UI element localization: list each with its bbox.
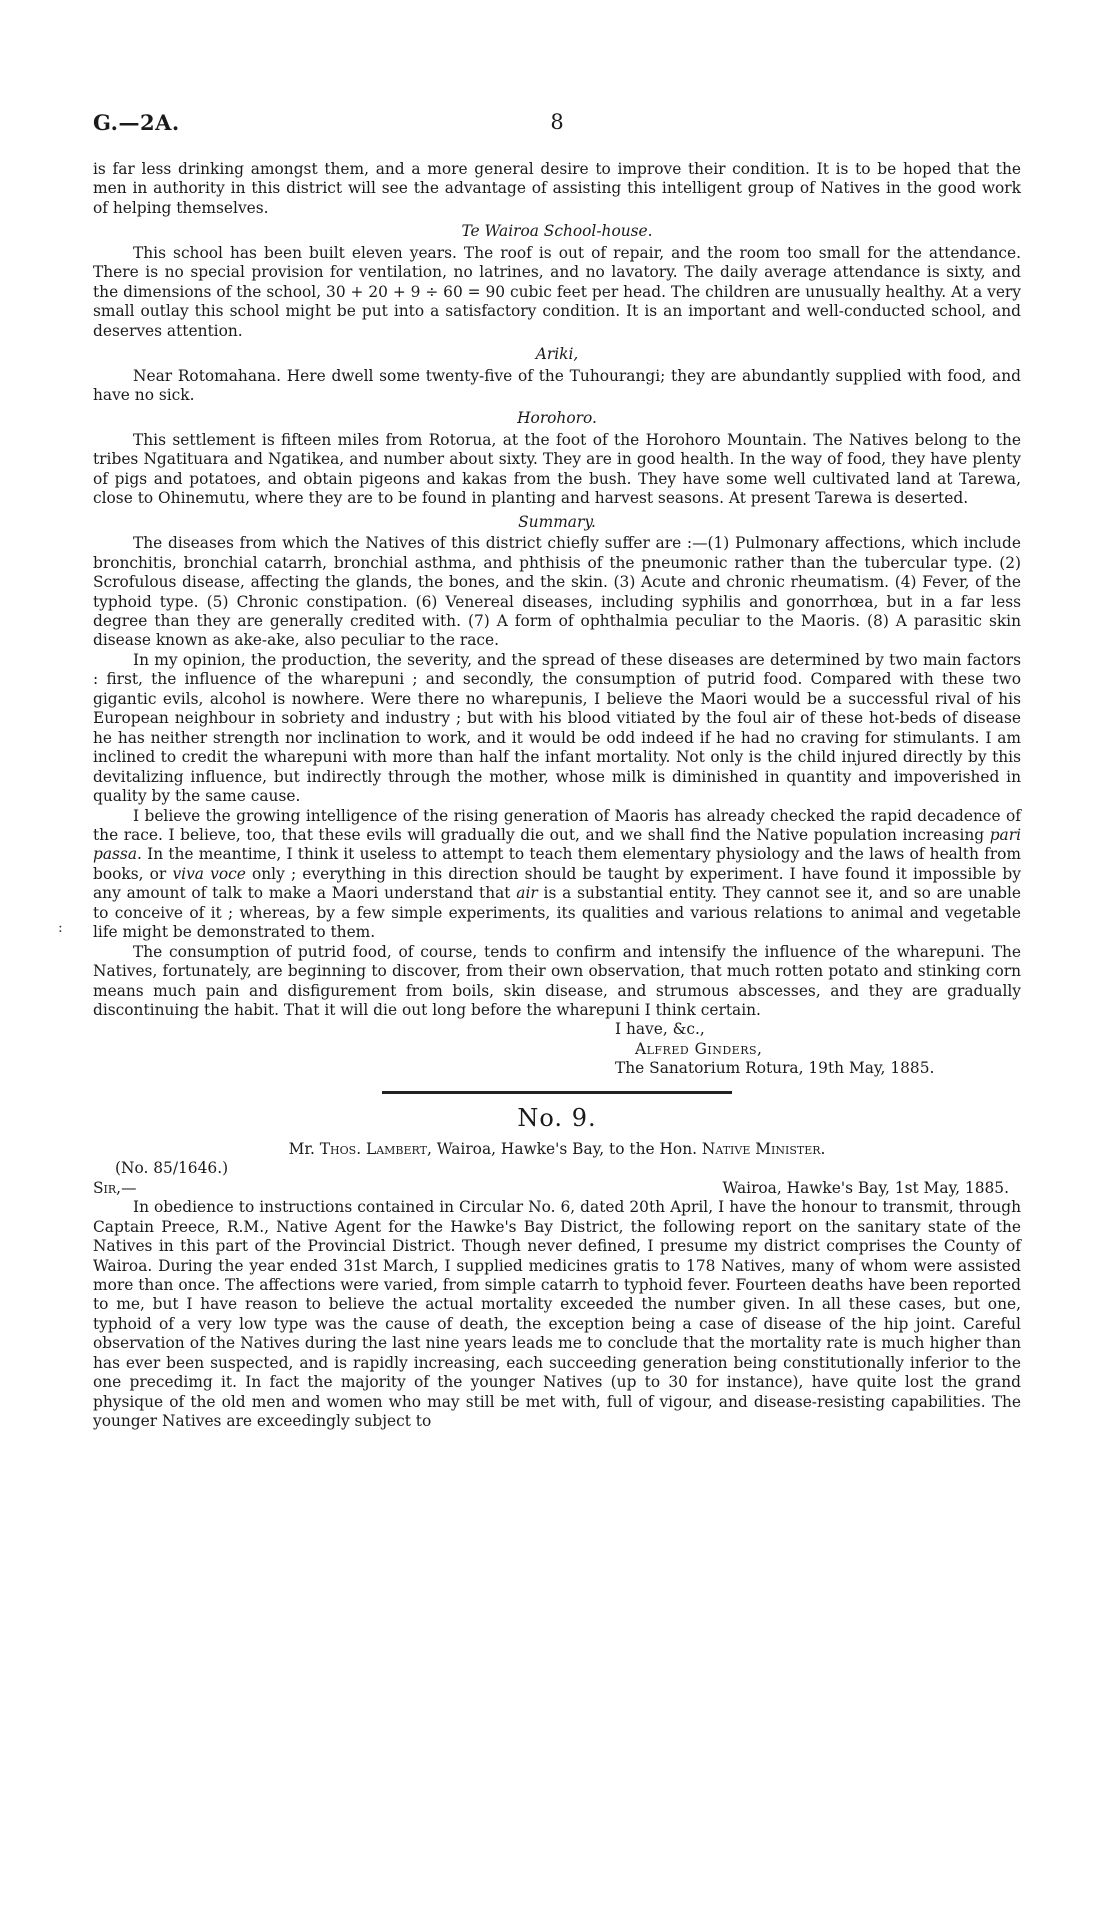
summary-paragraph-4: The consumption of putrid food, of course, tends to confirm and intensify the influence of the wharepuni. The Natives, fortunately, are beginning to discover, from their own observation, that much rotten potato and stinking corn means much pain and disfigurement from boils, skin disease, and strumous abscesses, and they are gradually discontinuing the habit. That it will die out long before the wharepuni I think certain.	[93, 942, 1021, 1020]
section-heading-school: Te Wairoa School-house.	[461, 222, 653, 241]
section-heading-summary: Summary.	[518, 512, 596, 531]
page-number: 8	[550, 110, 564, 134]
letter-reference: (No. 85/1646.)	[115, 1159, 229, 1178]
letter-number: No. 9.	[517, 1103, 597, 1132]
page-header	[93, 110, 1021, 142]
sender-name: Thos. Lambert,	[319, 1139, 432, 1158]
salutation-row	[93, 1179, 1021, 1198]
p3-text-c: only ; everything in this direction should be taught by experiment. I have found it impossible by any amount of talk to make a Maori understand that	[93, 864, 1021, 903]
page-body	[93, 160, 1021, 1432]
summary-paragraph-1: The diseases from which the Natives of this district chiefly suffer are :—(1) Pulmonary affections, which include bronchitis, bronchial catarrh, bronchial asthma, and phthisis of the pneumonic rather than the tubercular type. (2) Scrofulous disease, affecting the glands, the bones, and the skin. (3) Acute and chronic rheumatism. (4) Fever, of the typhoid type. (5) Chronic constipation. (6) Venereal diseases, including syphilis and gonorrhœa, but in a far less degree than they are generally credited with. (7) A form of ophthalmia peculiar to the Maoris. (8) A parasitic skin disease known as ake-ake, also peculiar to the race.	[93, 534, 1021, 650]
p3-italic-viva-voce: viva voce	[172, 864, 246, 883]
p3-text-d: is a substantial entity. They cannot see it, and so are unable to conceive of it ; whereas, by a few simple experiments, its qualities and various relations to animal and vegetable life might be demonstrated to them.	[93, 884, 1021, 942]
p3-italic-air: air	[516, 884, 538, 903]
p3-italic-pari-passa: pari passa.	[93, 825, 1021, 864]
address-prefix: Mr.	[288, 1139, 320, 1158]
signature-name: Alfred Ginders,	[635, 1039, 763, 1058]
letter-body: In obedience to instructions contained in Circular No. 6, dated 20th April, I have the honour to transmit, through Captain Preece, R.M., Native Agent for the Hawke's Bay District, the following report on the sanitary state of the Natives in this part of the Provincial District. Though never defined, I presume my district comprises the County of Wairoa. During the year ended 31st March, I supplied medicines gratis to 178 Natives, many of whom were assisted more than once. The affections were varied, from simple catarrh to typhoid fever. Fourteen deaths have been reported to me, but I have reason to believe the actual mortality exceeded the number given. In all these cases, but one, typhoid of a very low type was the cause of death, the exception being a case of disease of the hip joint. Careful observation of the Natives during the last nine years leads me to conclude that the mortality rate is much higher than has ever been suspected, and is rapidly increasing, each succeeding generation being constitutionally inferior to the one precedimg it. In fact the majority of the younger Natives (up to 30 for instance), have quite lost the grand physique of the old men and women who may still be met with, full of vigour, and disease-resisting capabilities. The younger Natives are exceedingly subject to	[93, 1198, 1021, 1431]
signature-place-date: The Sanatorium Rotura, 19th May, 1885.	[615, 1059, 935, 1078]
signature-block	[615, 1020, 1021, 1078]
ariki-paragraph: Near Rotomahana. Here dwell some twenty-five of the Tuhourangi; they are abundantly supplied with food, and have no sick.	[93, 366, 1021, 404]
recipient: Native Minister.	[701, 1139, 826, 1158]
p3-text-b: In the meantime, I think it useless to attempt to teach them elementary physiology and the laws of health from books, or	[93, 845, 1021, 883]
p3-text-a: I believe the growing intelligence of the rising generation of Maoris has already checked the rapid decadence of the race. I believe, too, that these evils will gradually die out, and we shall find the Native population increasing	[93, 806, 1021, 844]
address-middle: Wairoa, Hawke's Bay, to the Hon.	[431, 1139, 702, 1158]
letter-address-line	[93, 1140, 1021, 1159]
section-heading-ariki: Ariki,	[535, 345, 579, 364]
signature-closing: I have, &c.,	[615, 1020, 705, 1039]
summary-paragraph-2: In my opinion, the production, the severity, and the spread of these diseases are determined by two main factors : first, the influence of the wharepuni ; and secondly, the consumption of putrid food. Compared with these two gigantic evils, alcohol is nowhere. Were there no wharepunis, I believe the Maori would be a successful rival of his European neighbour in sobriety and industry ; but with his blood vitiated by the foul air of these hot-beds of disease he has neither strength nor inclination to work, and it would be odd indeed if he had no craving for stimulants. I am inclined to credit the wharepuni with more than half the infant mortality. Not only is the child injured directly by this devitalizing influence, but indirectly through the mother, whose milk is diminished in quantity and impoverished in quality by the same cause.	[93, 650, 1021, 806]
intro-continuation: is far less drinking amongst them, and a more general desire to improve their condition. It is to be hoped that the men in authority in this district will see the advantage of assisting this intelligent group of Natives in the good work of helping themselves.	[93, 160, 1021, 217]
section-divider	[382, 1091, 732, 1094]
document-reference: G.—2A.	[93, 110, 180, 135]
summary-paragraph-3	[93, 807, 1021, 943]
section-heading-horohoro: Horohoro.	[517, 409, 597, 428]
horohoro-paragraph: This settlement is fifteen miles from Rotorua, at the foot of the Horohoro Mountain. The Natives belong to the tribes Ngatituara and Ngatikea, and number about sixty. They are in good health. In the way of food, they have plenty of pigs and potatoes, and obtain pigeons and kakas from the bush. They have some well cultivated land at Tarewa, close to Ohinemutu, where they are to be found in planting and harvest seasons. At present Tarewa is deserted.	[93, 430, 1021, 508]
letter-date: Wairoa, Hawke's Bay, 1st May, 1885.	[722, 1178, 1009, 1197]
salutation: Sir,—	[93, 1178, 137, 1197]
margin-mark: :	[58, 920, 63, 936]
school-paragraph: This school has been built eleven years. The roof is out of repair, and the room too small for the attendance. There is no special provision for ventilation, no latrines, and no lavatory. The daily average attendance is sixty, and the dimensions of the school, 30 + 20 + 9 ÷ 60 = 90 cubic feet per head. The children are unusually healthy. At a very small outlay this school might be put into a satisfactory condition. It is an important and well-conducted school, and deserves attention.	[93, 243, 1021, 340]
